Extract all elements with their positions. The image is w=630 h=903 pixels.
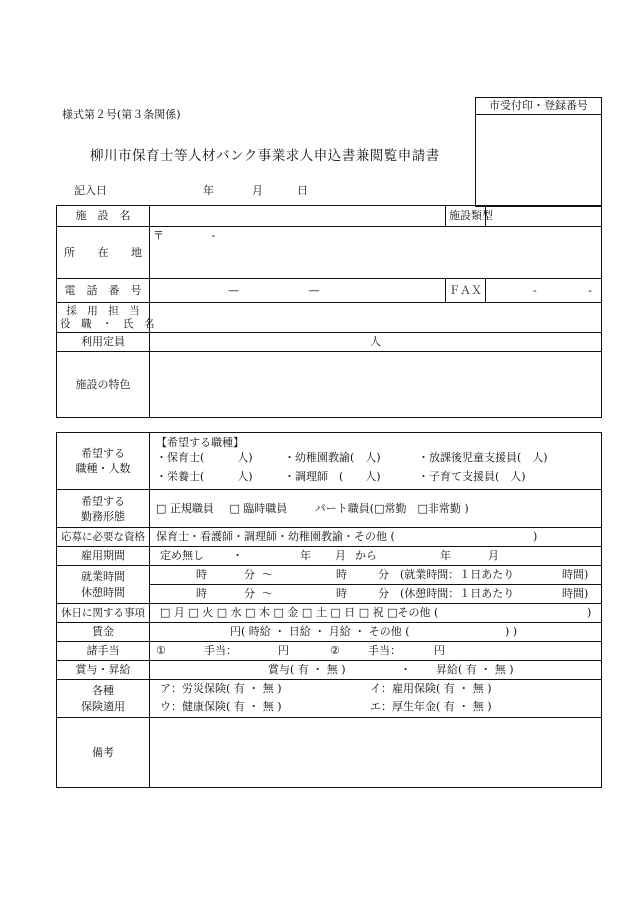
break-hours-note: (休憩時間：１日あたり xyxy=(400,587,515,600)
facility-name-field[interactable] xyxy=(150,206,446,227)
address-label-char-3: 地 xyxy=(131,245,142,259)
period-month: 月 xyxy=(335,549,346,562)
remarks-field[interactable] xyxy=(150,718,602,788)
contact-label-line-1: 採 用 担 当 xyxy=(66,304,140,317)
allowance-2-number: ② xyxy=(330,644,340,657)
phone-field[interactable] xyxy=(150,279,446,303)
holiday-label: 休日に関する事項 xyxy=(57,604,150,623)
period-month-end: 月 xyxy=(488,549,499,562)
break-hours-row[interactable] xyxy=(150,585,601,603)
period-year-end: 年 xyxy=(440,549,451,562)
employment-regular-checkbox[interactable]: □ 正規職員 xyxy=(156,501,214,515)
fax-field[interactable] xyxy=(486,279,602,303)
jobs-label-line-2: 職種・人数 xyxy=(75,462,131,475)
work-start-hour: 時 xyxy=(196,568,207,581)
employment-label xyxy=(57,490,150,528)
address-label-char-1: 所 xyxy=(64,245,75,259)
break-tilde: 〜 xyxy=(262,587,273,600)
address-field[interactable] xyxy=(150,227,602,279)
break-hours-unit: 時間) xyxy=(562,587,589,600)
features-field[interactable] xyxy=(150,352,602,418)
bonus-dot: ・ xyxy=(400,663,411,676)
work-start-min: 分 xyxy=(244,568,255,581)
facility-type-label: 施設類型 xyxy=(446,206,486,227)
period-none: 定め無し xyxy=(160,549,204,562)
break-start-min: 分 xyxy=(244,587,255,600)
job-after-school-support: ・放課後児童支援員( 人) xyxy=(418,451,548,464)
qualification-label: 応募に必要な資格 xyxy=(57,528,150,547)
postal-dash: - xyxy=(211,229,216,242)
job-childcare-support: ・子育て支援員( 人) xyxy=(418,470,526,483)
bonus-label: 賞与・昇給 xyxy=(57,661,150,680)
contact-label xyxy=(57,303,155,333)
page-title: 柳川市保育士等人材バンク事業求人申込書兼閲覧申請書 xyxy=(90,148,440,164)
address-label xyxy=(57,227,150,279)
break-end-min: 分 xyxy=(378,587,389,600)
allowance-field[interactable] xyxy=(150,642,602,661)
insurance-pension: エ：厚生年金( 有 ・ 無 ) xyxy=(370,700,492,713)
remarks-label: 備考 xyxy=(57,718,150,788)
facility-type-field[interactable] xyxy=(486,206,602,227)
hours-label-break: 休憩時間 xyxy=(81,585,125,599)
date-label: 記入日 xyxy=(74,184,107,197)
job-kindergarten-teacher: ・幼稚園教諭( 人) xyxy=(284,451,381,464)
jobs-label-line-1: 希望する xyxy=(81,447,125,460)
insurance-label-line-2: 保険適用 xyxy=(81,699,125,713)
phone-label: 電 話 番 号 xyxy=(57,279,150,303)
work-end-min: 分 xyxy=(378,568,389,581)
break-start-hour: 時 xyxy=(196,587,207,600)
hours-label-work: 就業時間 xyxy=(81,569,125,583)
insurance-field[interactable] xyxy=(150,680,602,718)
wage-field[interactable] xyxy=(150,623,602,642)
wage-types: 円( 時給 ・ 日給 ・ 月給 ・ その他 ( xyxy=(230,625,410,638)
address-label-char-2: 在 xyxy=(97,245,109,259)
work-tilde: 〜 xyxy=(262,568,273,581)
form-number: 様式第２号(第３条関係) xyxy=(62,108,181,121)
bonus-value: 賞与( 有 ・ 無 ) xyxy=(268,663,346,676)
phone-dash-2: — xyxy=(308,283,320,297)
job-nursery-teacher: ・保育士( 人) xyxy=(156,451,253,464)
jobs-field[interactable] xyxy=(150,433,602,490)
wage-close: ) ) xyxy=(505,625,518,638)
facility-table xyxy=(56,205,602,418)
capacity-unit: 人 xyxy=(370,335,381,348)
allowance-1-label: 手当： xyxy=(204,644,237,657)
holiday-field[interactable] xyxy=(150,604,602,623)
qualification-close: ) xyxy=(533,530,538,543)
qualification-options: 保育士・看護師・調理師・幼稚園教諭・その他 ( xyxy=(156,530,395,543)
jobs-label xyxy=(57,433,150,490)
date-month-label: 月 xyxy=(252,184,263,197)
allowance-1-number: ① xyxy=(156,644,166,657)
holiday-checkboxes[interactable]: □ 月 □ 火 □ 水 □ 木 □ 金 □ 土 □ 日 □ 祝 □その他 ( xyxy=(160,606,439,619)
phone-dash-1: — xyxy=(228,283,239,297)
date-year-label: 年 xyxy=(203,184,214,197)
raise-value: 昇給( 有 ・ 無 ) xyxy=(436,663,514,676)
employment-field[interactable] xyxy=(150,490,602,528)
job-cook: ・調理師 ( 人) xyxy=(284,470,381,483)
wage-label: 賃金 xyxy=(57,623,150,642)
period-from: から xyxy=(355,549,377,562)
contact-label-line-2: 役 職 ・ 氏 名 xyxy=(60,317,155,330)
period-label: 雇用期間 xyxy=(57,547,150,566)
job-nutritionist: ・栄養士( 人) xyxy=(156,470,253,483)
employment-temporary-checkbox[interactable]: □ 臨時職員 xyxy=(229,501,288,515)
fax-label: ＦＡＸ xyxy=(446,279,486,303)
postal-mark: 〒 xyxy=(153,229,164,242)
allowance-2-label: 手当： xyxy=(368,644,401,657)
capacity-field[interactable] xyxy=(150,333,602,352)
break-end-hour: 時 xyxy=(336,587,347,600)
facility-name-label: 施 設 名 xyxy=(57,206,150,227)
stamp-box[interactable] xyxy=(475,97,602,207)
work-end-hour: 時 xyxy=(336,568,347,581)
allowance-label: 諸手当 xyxy=(57,642,150,661)
employment-label-line-2: 勤務形態 xyxy=(81,509,125,523)
employment-part-time-checkbox[interactable]: パート職員(□常勤 □非常勤 ) xyxy=(314,501,469,515)
insurance-health: ウ：健康保険( 有 ・ 無 ) xyxy=(160,700,282,713)
job-table xyxy=(56,432,602,788)
fax-dash-1: - xyxy=(533,283,537,297)
hours-field[interactable] xyxy=(150,566,602,604)
capacity-label: 利用定員 xyxy=(57,333,150,352)
allowance-1-yen: 円 xyxy=(278,644,289,657)
insurance-label xyxy=(57,680,150,718)
allowance-2-yen: 円 xyxy=(434,644,445,657)
employment-label-line-1: 希望する xyxy=(81,494,125,508)
work-hours-row[interactable] xyxy=(150,566,601,585)
holiday-close: ) xyxy=(587,606,592,619)
period-dot: ・ xyxy=(232,549,243,562)
bonus-field[interactable] xyxy=(150,661,602,680)
jobs-heading: 【希望する職種】 xyxy=(156,436,244,449)
period-year: 年 xyxy=(300,549,311,562)
hours-label xyxy=(57,566,150,604)
work-hours-note: (就業時間：１日あたり xyxy=(400,568,515,581)
date-day-label: 日 xyxy=(297,184,308,197)
contact-field[interactable] xyxy=(150,303,602,333)
period-field[interactable] xyxy=(150,547,602,566)
insurance-label-line-1: 各種 xyxy=(92,683,114,697)
qualification-field[interactable] xyxy=(150,528,602,547)
insurance-employment: イ：雇用保険( 有 ・ 無 ) xyxy=(370,682,492,695)
insurance-workers-comp: ア：労災保険( 有 ・ 無 ) xyxy=(160,682,282,695)
work-hours-unit: 時間) xyxy=(562,568,589,581)
stamp-box-label: 市受付印・登録番号 xyxy=(476,98,601,115)
fax-dash-2: - xyxy=(588,283,592,297)
features-label: 施設の特色 xyxy=(57,352,150,418)
